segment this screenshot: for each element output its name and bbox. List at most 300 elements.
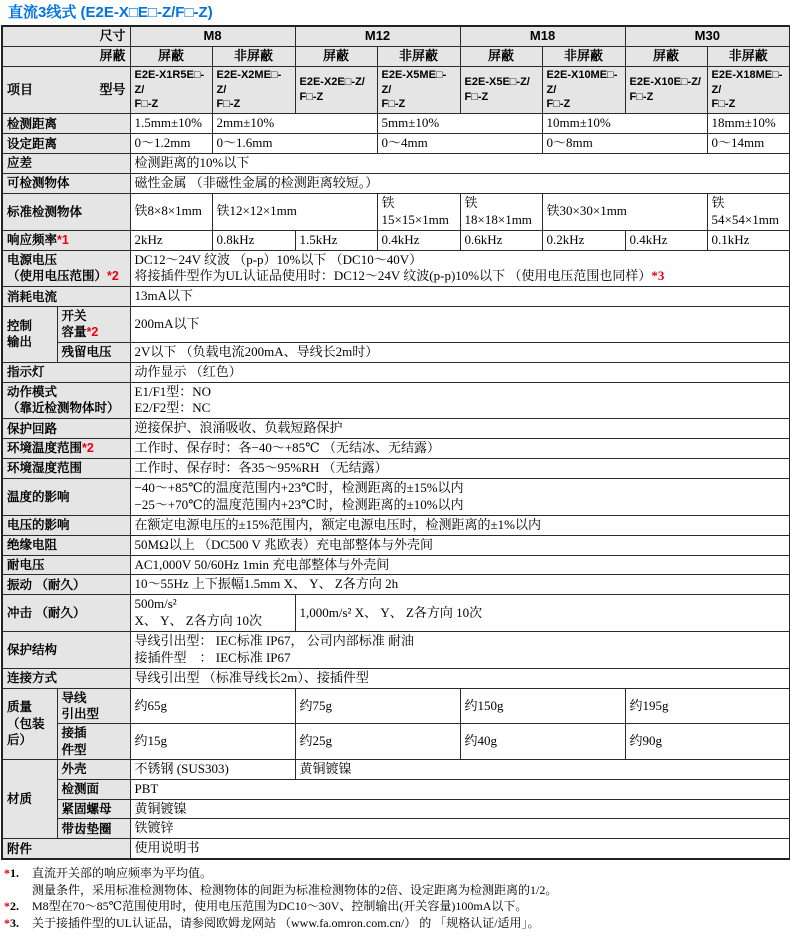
text: 0～1.6mm (216, 135, 273, 151)
spec-value (130, 342, 790, 362)
text: 非屏蔽 (399, 47, 439, 63)
row-label (2, 419, 130, 439)
text: 约65g (134, 697, 168, 713)
spec-value (460, 688, 625, 724)
text: 黄铜镀镍 (299, 760, 352, 776)
text-line (62, 761, 126, 777)
text-line (712, 195, 786, 229)
footnote (4, 865, 788, 898)
text-line (7, 48, 126, 65)
text: 0.4kHz (381, 231, 420, 247)
text: 200mA以下 (134, 316, 200, 332)
group-label-weight (2, 688, 57, 759)
text-line (62, 742, 126, 758)
spec-value (212, 193, 377, 230)
text: （靠近检测物体时） (7, 401, 120, 416)
text-line (465, 90, 538, 105)
text-line (135, 497, 786, 514)
footnote (4, 915, 788, 932)
spec-value (130, 688, 295, 724)
text-line (62, 781, 126, 797)
text-line (62, 706, 126, 722)
spec-value (130, 173, 790, 193)
text: 屏蔽 (323, 47, 350, 63)
text: 开关 (61, 309, 87, 324)
text-line (7, 716, 53, 749)
text: 带齿垫圈 (61, 821, 112, 836)
text: 0.4kHz (629, 231, 668, 247)
text-line (465, 232, 538, 249)
spec-value (542, 193, 707, 230)
header-label-text: 型号 (99, 81, 126, 97)
text-line (7, 232, 126, 248)
spec-value (130, 819, 790, 839)
text-line (547, 48, 621, 65)
footnote-text (32, 865, 788, 898)
text: 10～55Hz 上下振幅1.5mm X、 Y、 Z各方向 2h (134, 576, 399, 592)
row-label (2, 439, 130, 459)
table-row (2, 632, 790, 669)
text-line (300, 605, 786, 622)
column-header (295, 46, 377, 66)
row-label (2, 382, 130, 419)
text-line (382, 115, 538, 132)
text-line (62, 308, 126, 324)
text-line (382, 195, 456, 229)
spec-value (130, 250, 790, 287)
text: 约90g (629, 733, 663, 749)
text: 约15g (134, 733, 168, 749)
text: 0～1.2mm (134, 135, 191, 151)
spec-value (460, 193, 542, 230)
text-line (300, 90, 373, 105)
text-line (7, 318, 53, 334)
spec-value (707, 114, 790, 134)
text-line (547, 115, 703, 132)
column-header (377, 46, 460, 66)
table-row (2, 478, 790, 515)
model-number (707, 66, 790, 114)
text: 黄铜镀镍 (134, 800, 187, 816)
text: 屏蔽 (158, 47, 185, 63)
table-row (2, 799, 790, 819)
text: 在额定电源电压的±15%范围内，额定电源电压时，检测距离的±1%以内 (134, 516, 541, 532)
table-row (2, 382, 790, 419)
text-line (135, 384, 786, 401)
footnote-num-text: 2. (10, 899, 19, 914)
text-line (135, 840, 786, 857)
text-line (135, 48, 208, 65)
column-header (130, 46, 212, 66)
text-line (135, 68, 208, 98)
row-label (2, 555, 130, 575)
text-line (135, 633, 786, 650)
table-row (2, 26, 790, 46)
row-label (2, 632, 130, 669)
text-line (630, 75, 703, 90)
header-size-label (2, 26, 130, 46)
footnote-num-text: 1. (10, 866, 19, 881)
text: 冲击 （耐久） (7, 606, 86, 621)
text-line (7, 204, 126, 220)
text-line (382, 232, 456, 249)
text: 500m/s² (134, 596, 177, 612)
table-row (2, 134, 790, 154)
spec-value (130, 307, 790, 343)
spec-value (130, 839, 790, 859)
text-line (217, 203, 373, 220)
text: 检测面 (61, 781, 100, 796)
spec-value (295, 230, 377, 250)
spec-value (130, 439, 790, 459)
text: 设定距离 (7, 136, 58, 151)
spec-value (295, 759, 790, 779)
text: 标准检测物体 (7, 204, 83, 219)
text: DC12～24V 纹波 （p-p）10%以下 （DC10～40V） (134, 251, 423, 267)
spec-value (130, 759, 295, 779)
text: F□-Z (299, 91, 324, 104)
footnotes (0, 860, 790, 935)
spec-value (295, 595, 790, 632)
text: E2E-X5E□-Z/ (464, 76, 530, 89)
text-line (135, 440, 786, 457)
text: 1,000m/s² X、 Y、 Z各方向 10次 (299, 604, 483, 620)
group-label-control-output (2, 307, 57, 362)
text-line (62, 324, 126, 340)
text-line (7, 670, 126, 686)
text-line (135, 252, 786, 269)
header-shield-label (2, 46, 130, 66)
row-label (2, 154, 130, 174)
text: F□-Z (381, 98, 406, 111)
text: 13mA以下 (134, 288, 194, 304)
text-line (135, 232, 208, 249)
text-line (135, 670, 786, 687)
text: 附件 (7, 841, 33, 856)
text: 1.5kHz (299, 231, 338, 247)
text: 保护结构 (7, 642, 58, 657)
text-line (135, 537, 786, 554)
text-line (217, 68, 291, 98)
model-number (542, 66, 625, 114)
sub-label (57, 307, 130, 343)
text-line (712, 68, 786, 98)
text-line (7, 605, 126, 621)
text-line (135, 733, 291, 750)
spec-value (130, 134, 212, 154)
text: 检测距离的10%以下 (134, 155, 250, 171)
text-line (135, 761, 291, 778)
text: 铁12×12×1mm (216, 203, 297, 219)
sub-label (57, 799, 130, 819)
text: 非屏蔽 (234, 47, 274, 63)
spec-value (625, 688, 790, 724)
text: 约150g (464, 697, 504, 713)
text: 可检测物体 (7, 176, 70, 191)
text: 工作时、保存时：各35～95%RH （无结露） (134, 460, 388, 476)
spec-value (295, 724, 460, 760)
text-line (547, 135, 703, 152)
column-header-m12 (295, 26, 460, 46)
text: 屏蔽 (488, 47, 515, 63)
text: 绝缘电阻 (7, 537, 58, 552)
table-row (2, 535, 790, 555)
text-line: 直流开关部的响应频率为平均值。 (32, 866, 213, 881)
spec-value (130, 668, 790, 688)
text-line (135, 28, 291, 45)
row-label (2, 668, 130, 688)
model-number (377, 66, 460, 114)
table-row (2, 724, 790, 760)
spec-value (130, 535, 790, 555)
text: 温度的影响 (7, 489, 70, 504)
sub-label (57, 724, 130, 760)
text-line (135, 557, 786, 574)
table-row (2, 668, 790, 688)
text: 接插件型 ： IEC标准 IP67 (134, 649, 291, 665)
text-line (7, 517, 126, 533)
spec-value (707, 134, 790, 154)
group-label-material (2, 759, 57, 839)
text-line (712, 48, 786, 65)
text: F□-Z (711, 98, 736, 111)
table-row (2, 439, 790, 459)
text: 指示灯 (7, 364, 45, 379)
text-line (135, 344, 786, 361)
text-line (7, 421, 126, 437)
spec-value (625, 230, 707, 250)
text: 振动 （耐久） (7, 577, 86, 592)
text: 0～8mm (546, 135, 593, 151)
text: 外壳 (61, 762, 87, 777)
text: 电压的影响 (7, 518, 70, 533)
text-line (547, 232, 621, 249)
text-line (7, 791, 53, 807)
text: 紧固螺母 (61, 801, 112, 816)
text-line (135, 576, 786, 593)
header-label-text: 项目 (7, 81, 34, 97)
spec-value (130, 779, 790, 799)
text-line (382, 135, 538, 152)
text: 铁镀锌 (134, 820, 174, 836)
text-line (7, 400, 126, 416)
text-line (712, 97, 786, 112)
text-line (465, 195, 538, 229)
model-number (625, 66, 707, 114)
text-line (465, 48, 538, 65)
text: E2E-X18ME□-Z/ (711, 68, 783, 96)
text-line (7, 440, 126, 456)
text: 工作时、保存时：各−40～+85℃ （无结冰、无结露） (134, 440, 440, 456)
sub-label (57, 819, 130, 839)
text-line (217, 135, 373, 152)
text-line (62, 801, 126, 817)
table-row (2, 193, 790, 230)
spec-value (707, 230, 790, 250)
text: 响应频率 (7, 232, 58, 247)
row-label (2, 362, 130, 382)
text: 非屏蔽 (728, 47, 768, 63)
text-line (135, 268, 786, 285)
model-number (460, 66, 542, 114)
spec-value (130, 362, 790, 382)
text-line (135, 480, 786, 497)
row-label (2, 173, 130, 193)
text-line (7, 642, 126, 658)
text: E2/F2型：NC (134, 400, 211, 416)
text: −40～+85℃的温度范围内+23℃时，检测距离的±15%以内 (134, 479, 464, 495)
text: 尺寸 (99, 28, 126, 43)
spec-value (212, 114, 377, 134)
text-line (217, 232, 291, 249)
text-line (712, 115, 786, 132)
text-line (630, 733, 786, 750)
text: X、 Y、 Z各方向 10次 (134, 613, 262, 629)
text: F□-Z (629, 91, 654, 104)
text: F□-Z (134, 98, 159, 111)
text-line (465, 75, 538, 90)
text: 不锈钢 (SUS303) (134, 760, 229, 776)
text-line (135, 203, 208, 220)
text: 约195g (629, 697, 669, 713)
text-line (62, 690, 126, 706)
text-line (135, 613, 291, 630)
text: 屏蔽 (653, 47, 680, 63)
table-row (2, 819, 790, 839)
text-line (7, 577, 126, 593)
table-row (2, 759, 790, 779)
column-header-m30 (625, 26, 790, 46)
text-line (135, 316, 786, 333)
text: 0.8kHz (216, 231, 255, 247)
column-header (707, 46, 790, 66)
table-row (2, 555, 790, 575)
text: 连接方式 (7, 671, 58, 686)
text: 约40g (464, 733, 498, 749)
table-row (2, 779, 790, 799)
text-line (547, 203, 703, 220)
text: 输出 (7, 335, 33, 350)
spec-value (212, 230, 295, 250)
sub-label (57, 759, 130, 779)
model-number (295, 66, 377, 114)
text-line (465, 698, 621, 715)
spec-value (130, 799, 790, 819)
text: 导线引出型 （标准导线长2m）、接插件型 (134, 669, 369, 685)
text-line (547, 97, 621, 112)
text-line (7, 537, 126, 553)
text: 控制 (7, 319, 33, 334)
text: 检测距离 (7, 116, 58, 131)
text: 约75g (299, 697, 333, 713)
text-line (7, 289, 126, 305)
spec-table-body (2, 26, 790, 859)
text-line (712, 232, 786, 249)
table-row (2, 419, 790, 439)
text-line (135, 97, 208, 112)
text-line (300, 232, 373, 249)
text: E2E-X10E□-Z/ (629, 76, 701, 89)
text: 18mm±10% (711, 115, 776, 131)
spec-value (130, 382, 790, 419)
text: 10mm±10% (546, 115, 611, 131)
text: E2E-X1R5E□-Z/ (134, 68, 205, 96)
text: 2V以下 （负载电流200mA、导线长2m时） (134, 343, 379, 359)
text-line (465, 28, 621, 45)
text: 残留电压 (61, 345, 112, 360)
table-row (2, 595, 790, 632)
spec-value (130, 459, 790, 479)
text-line (7, 699, 53, 715)
text-line (630, 698, 786, 715)
table-row (2, 154, 790, 174)
text: AC1,000V 50/60Hz 1min 充电部整体与外壳间 (134, 556, 390, 572)
text: E2E-X2ME□-Z/ (216, 68, 282, 96)
text-line (630, 48, 703, 65)
text-line (547, 68, 621, 98)
text-line (135, 781, 786, 798)
text: 导线 (61, 690, 87, 705)
text: 磁性金属 （非磁性金属的检测距离较短。） (134, 174, 379, 190)
text: E2E-X2E□-Z/ (299, 76, 365, 89)
text: 铁15×15×1mm (381, 194, 449, 227)
spec-value (130, 555, 790, 575)
text-line (135, 650, 786, 667)
text-line (135, 364, 786, 381)
footnote-marker: *2 (82, 441, 94, 456)
footnote-marker: *3 (651, 268, 665, 284)
text-line (7, 557, 126, 573)
spec-value (707, 193, 790, 230)
spec-value (377, 193, 460, 230)
text-line (7, 136, 126, 152)
table-row (2, 250, 790, 287)
table-row (2, 515, 790, 535)
text-line (7, 489, 126, 505)
text-line (7, 384, 126, 400)
spec-value (130, 632, 790, 669)
footnote-star-icon: * (4, 866, 10, 881)
text: 铁8×8×1mm (134, 203, 202, 219)
text: 容量 (61, 325, 87, 340)
spec-value (377, 114, 542, 134)
table-row (2, 66, 790, 114)
row-label (2, 535, 130, 555)
text: 接插 (61, 726, 87, 741)
text: 材质 (7, 791, 33, 806)
text-line (135, 517, 786, 534)
row-label (2, 459, 130, 479)
model-number (212, 66, 295, 114)
text-line (465, 733, 621, 750)
footnote-number (4, 915, 32, 932)
spec-value (130, 230, 212, 250)
text-line (382, 48, 456, 65)
spec-value (130, 154, 790, 174)
text-line (630, 90, 703, 105)
text: 屏蔽 (99, 47, 126, 63)
text: 消耗电流 (7, 289, 58, 304)
row-label (2, 134, 130, 154)
spec-value (542, 134, 707, 154)
text-line (135, 698, 291, 715)
spec-value (542, 114, 707, 134)
text: 2mm±10% (216, 115, 275, 131)
text: M12 (364, 28, 391, 43)
spec-value (625, 724, 790, 760)
text-line: 测量条件，采用标准检测物体、检测物体的间距为标准检测物体的2倍、设定距离为检测距离的1/2。 (32, 882, 558, 897)
text: 质量 (7, 700, 33, 715)
